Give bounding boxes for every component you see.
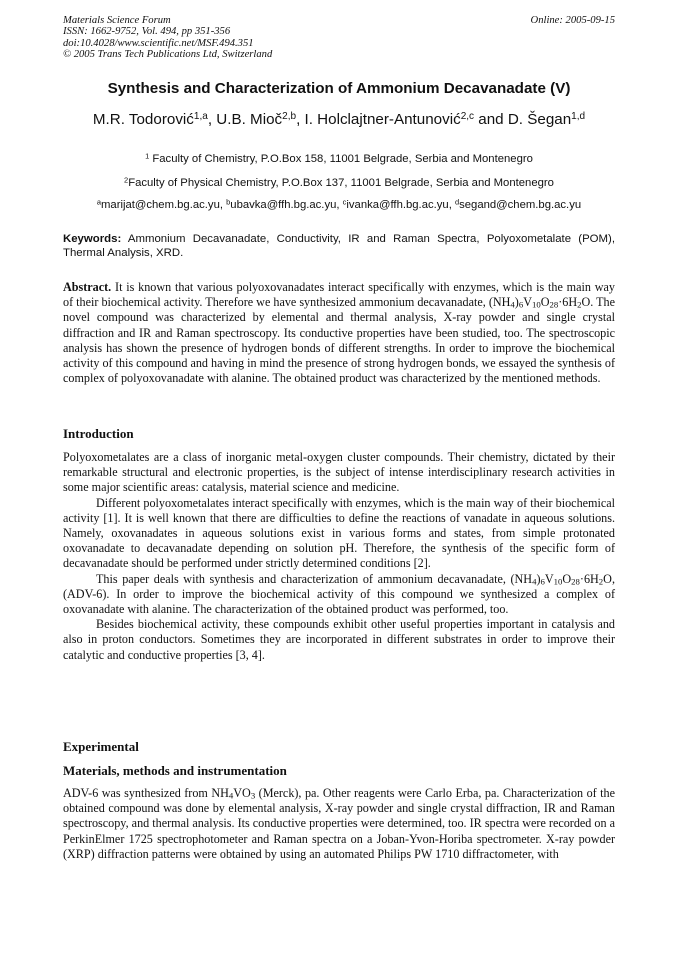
email-sup: b: [226, 197, 231, 207]
paragraph: This paper deals with synthesis and characterization of ammonium decavanadate, $(NH_4)_6V_{10}O_{28}\cdot 6H_2O$, (ADV-6). In order to improve the biochemical activity of this compound we synthesized a complex of oxovanadate with alanine. The characterization of the obtained product was performed, too.: [63, 571, 615, 617]
author-sup: 2,c: [460, 110, 475, 122]
email: marijat@chem.bg.ac.yu,: [101, 199, 227, 211]
issn-line: ISSN: 1662-9752, Vol. 494, pp 351-356: [63, 26, 231, 38]
introduction-section: [63, 450, 615, 663]
affiliation-sup: 2: [124, 175, 129, 185]
materials-subheading: Materials, methods and instrumentation: [63, 763, 287, 778]
email-list: [0, 199, 678, 211]
online-date: Online: 2005-09-15: [530, 15, 615, 26]
author: M.R. Todorović: [92, 111, 194, 128]
author: I. Holclajtner-Antunović: [304, 111, 461, 128]
affiliation-sup: 1: [145, 151, 150, 161]
paragraph: Polyoxometalates are a class of inorganic metal-oxygen cluster compounds. Their chemistry, dictated by their remarkable structural and electronic properties, is the subject of intense interdisciplinary research activities in some major scientific areas: catalysis, material science and medicine.: [63, 450, 615, 495]
abstract-text: It is known that various polyoxovanadates interact specifically with enzymes, which is the main way of their biochemical activity. Therefore we have synthesized ammonium decavanadate,: [63, 280, 615, 310]
email-sup: a: [96, 197, 102, 207]
paragraph: Different polyoxometalates interact specifically with enzymes, which is the main way of their biochemical activity [1]. It is well known that there are difficulties to define the reactions of vanadate in aqueous solutions. Namely, oxovanadates in aqueous solutions exist in various forms and states, from simple protonated oxovanadate to decavanadate depending on solution pH. Therefore, the synthesis of the specific form of decavanadate should be performed under strictly determined conditions [2].: [63, 495, 615, 571]
email: segand@chem.bg.ac.yu: [459, 199, 582, 211]
affiliation-2: [0, 177, 678, 189]
author-sup: 1,a: [193, 110, 208, 122]
paragraph: Besides biochemical activity, these compounds exhibit other useful properties important in catalysis and also in proton conductors. Sometimes they are incorporated in different substrates in order to improve their catalytic and conductive properties [3, 4].: [63, 617, 615, 662]
author-sup: 2,b: [282, 110, 297, 122]
chemical-formula: $(NH_4)_6V_{10}O_{28}\cdot 6H_2O$: [510, 571, 612, 587]
experimental-section: [63, 786, 615, 862]
author-sup: 1,d: [571, 110, 586, 122]
introduction-heading: Introduction: [63, 426, 134, 441]
paper-title: Synthesis and Characterization of Ammonium Decavanadate (V): [107, 80, 571, 97]
copyright-line: © 2005 Trans Tech Publications Ltd, Switzerland: [63, 49, 273, 61]
affiliation-1: [0, 153, 678, 165]
affiliation-text: Faculty of Physical Chemistry, P.O.Box 137, 11001 Belgrade, Serbia and Montenegro: [128, 177, 554, 189]
chemical-formula: $NH_4VO_3$: [211, 786, 256, 801]
author-sep: ,: [296, 111, 305, 128]
author-sep: ,: [207, 111, 217, 128]
email: ubavka@ffh.bg.ac.yu,: [230, 199, 343, 211]
abstract: [63, 280, 615, 386]
abstract-text: . The novel compound was characterized by elemental and thermal analysis, X-ray powder and single crystal diffraction and IR and Raman spectroscopy. Its conductive properties have been studied, too. The spectroscopic analysis has shown the presence of hydrogen bonds of different strengths. In order to improve the biochemical activity of this compound and having in mind the presence of strong hydrogen bonds, we essayed the synthesis of complex of polyoxovanadate with alanine. The obtained product was characterized by the mentioned methods.: [63, 295, 615, 386]
doi-line: doi:10.4028/www.scientific.net/MSF.494.351: [63, 37, 254, 49]
keywords: [63, 232, 615, 260]
email-sup: d: [454, 197, 460, 207]
author-list: [0, 111, 678, 128]
paragraph: ADV-6 was synthesized from $NH_4VO_3$ (Merck), pa. Other reagents were Carlo Erba, pa. Characterization of the obtained compound was done by elemental analysis, X-ray powder and single crystal diffraction, IR and Raman spectroscopy, and thermal analysis. Its conductive properties were determined, too. IR spectra were recorded on a PerkinElmer 1725 spectrophotometer and Raman spectra on a Joban-Yvon-Horiba spectrometer. X-ray powder (XRP) diffraction patterns were obtained by using an automated Philips PW 1710 diffractometer, with: [63, 786, 615, 861]
journal-header: [63, 15, 615, 61]
journal-name: Materials Science Forum: [63, 15, 171, 26]
keywords-label: Keywords:: [63, 233, 122, 245]
affiliation-text: Faculty of Chemistry, P.O.Box 158, 11001 Belgrade, Serbia and Montenegro: [149, 153, 533, 165]
experimental-heading: Experimental: [63, 739, 139, 754]
email-sup: c: [342, 197, 347, 207]
author: D. Šegan: [507, 111, 572, 128]
author: U.B. Mioč: [216, 111, 283, 128]
abstract-label: Abstract.: [63, 280, 112, 294]
email: ivanka@ffh.bg.ac.yu,: [346, 199, 455, 211]
keywords-text: Ammonium Decavanadate, Conductivity, IR and Raman Spectra, Polyoxometalate (POM), Thermal Analysis, XRD.: [63, 233, 615, 259]
author-sep: and: [474, 111, 508, 128]
chemical-formula: $(NH_4)_6V_{10}O_{28}\cdot 6H_2O$: [488, 295, 591, 310]
